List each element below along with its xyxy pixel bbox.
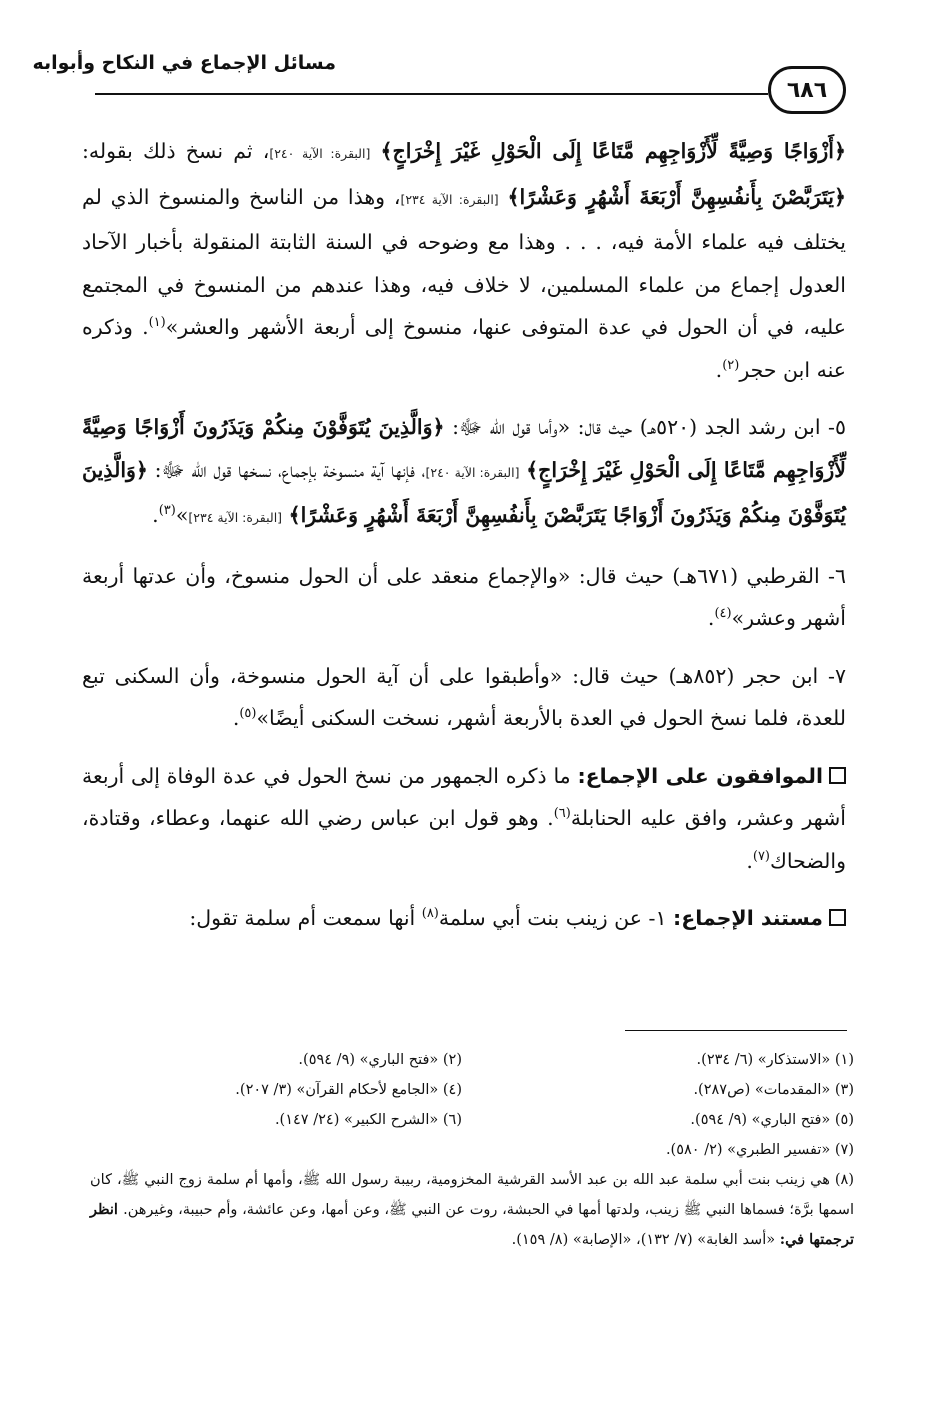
footnote-marker: (٨) [421, 906, 439, 922]
main-text [82, 130, 846, 940]
footnote-marker: (٣) [158, 503, 176, 519]
paragraph-abrogation-quote [82, 130, 846, 391]
footnote-6: (٦) «الشرح الكبير» (٢٤/ ١٤٧). [274, 1112, 462, 1128]
paragraph-qurtubi [82, 555, 846, 640]
paragraph-text: . [707, 606, 715, 630]
paragraph-text: . [232, 706, 240, 730]
paragraph-text: » [175, 503, 189, 527]
paragraph-text: . وهو قول ابن عباس رضي الله عنهما، وعطاء، وقتادة، والضحاك [82, 806, 846, 873]
section-label: مستند الإجماع: [673, 906, 823, 930]
paragraph-text: ، ثم نسخ ذلك بقوله: [82, 139, 270, 163]
footnote-text: (٨) هي زينب بنت أبي سلمة عبد الله بن عبد الأسد القرشية المخزومية، ربيبة رسول الله ﷺ، وأمها أم سلمة زوج النبي ﷺ، كان اسمها برَّة؛ فسماها النبي ﷺ زينب، ولدتها أمها في الحبشة، روت عن النبي ﷺ، وعن أمها، وعن عائشة، وأم حبيبة، وغيرهن. [90, 1172, 854, 1218]
paragraph-text: ٥- ابن رشد الجد (٥٢٠هـ) حيث قال: «وأما قول الله ﷻ: [452, 415, 846, 439]
section-label: الموافقون على الإجماع: [577, 763, 823, 788]
footnote-marker: (٦) [553, 806, 571, 822]
footnote-8 [90, 1165, 854, 1255]
paragraph-consensus-basis [82, 897, 846, 940]
footnote-1: (١) «الاستذكار» (٦/ ٢٣٤). [696, 1052, 854, 1068]
paragraph-text: . [715, 357, 723, 382]
footnote-grid [90, 1045, 854, 1165]
footnote-marker: (٢) [722, 357, 740, 373]
square-bullet-icon [829, 909, 846, 926]
footnote-text: «أسد الغابة» (٧/ ١٣٢)، «الإصابة» (٨/ ١٥٩). [511, 1232, 780, 1248]
paragraph-text: ما ذكره الجمهور من نسخ الحول في عدة الوفاة إلى أربعة أشهر وعشر، وافق عليه الحنابلة [82, 763, 846, 830]
verse-reference: [البقرة: الآية ٢٣٤] [188, 510, 283, 525]
quran-quote: ﴿وَالَّذِينَ يُتَوَفَّوْنَ مِنكُمْ وَيَذَرُونَ أَزْوَاجًا يَتَرَبَّصْنَ بِأَنفُسِهِنَّ أَرْبَعَةَ أَشْهُرٍ وَعَشْرًا﴾ [82, 457, 846, 527]
footnote-5: (٥) «فتح الباري» (٩/ ٥٩٤). [690, 1112, 854, 1128]
paragraph-ibn-hajar [82, 655, 846, 740]
footnote-marker: (٧) [752, 848, 770, 864]
paragraph-text: أنها سمعت أم سلمة تقول: [189, 906, 422, 930]
footnote-2: (٢) «فتح الباري» (٩/ ٥٩٤). [298, 1052, 462, 1068]
paragraph-text: ٦- القرطبي (٦٧١هـ) حيث قال: «والإجماع منعقد على أن الحول منسوخ، وأن عدتها أربعة أشهر وعشر» [82, 563, 846, 630]
footnote-rule [625, 1030, 847, 1031]
footnote-3: (٣) «المقدمات» (ص٢٨٧). [693, 1082, 854, 1098]
footnote-7: (٧) «تفسير الطبري» (٢/ ٥٨٠). [665, 1142, 854, 1158]
header-rule [95, 93, 768, 95]
verse-reference: [البقرة: الآية ٢٤٠] [269, 146, 371, 161]
footnote-4: (٤) «الجامع لأحكام القرآن» (٣/ ٢٠٧). [235, 1082, 462, 1098]
verse-reference: [البقرة: الآية ٢٤٠] [425, 464, 520, 480]
paragraph-text: ، فإنها آية منسوخة بإجماع، نسخها قول الله ﷻ: [154, 457, 426, 482]
footnote-marker: (٥) [239, 706, 257, 722]
quran-quote: ﴿يَتَرَبَّصْنَ بِأَنفُسِهِنَّ أَرْبَعَةَ أَشْهُرٍ وَعَشْرًا﴾ [507, 184, 846, 209]
footnote-label: انظر ترجمتها في: [90, 1201, 854, 1248]
paragraph-text: ١- عن زينب بنت أبي سلمة [438, 906, 674, 930]
footnote-marker: (٤) [714, 606, 732, 622]
square-bullet-icon [829, 767, 846, 784]
page-number-badge: ٦٨٦ [768, 66, 846, 114]
paragraph-ibn-rushd [82, 406, 846, 540]
verse-reference: [البقرة: الآية ٢٣٤] [400, 191, 499, 207]
paragraph-text: ٧- ابن حجر (٨٥٢هـ) حيث قال: «وأطبقوا على أن آية الحول منسوخة، وأن السكنى تبع للعدة، فلما نسخ الحول في العدة بالأربعة أشهر، نسخت السكنى أيضًا» [82, 663, 846, 730]
footnotes [90, 1045, 854, 1255]
running-header-title: مسائل الإجماع في النكاح وأبوابه [32, 52, 336, 74]
paragraph-text: . [152, 503, 159, 527]
paragraph-text: . [746, 848, 753, 873]
paragraph-text: ، وهذا من الناسخ والمنسوخ الذي لم يختلف فيه علماء الأمة فيه، . . . وهذا مع وضوحه في السنة الثابتة المنقولة بأخبار الآحاد العدول إجماع من علماء المسلمين، لا خلاف فيه، وهذا عندهم من المنسوخ في المجتمع عليه، في أن الحول في عدة المتوفى عنها، منسوخ إلى أربعة الأشهر والعشر» [82, 184, 847, 339]
footnote-marker: (١) [148, 315, 166, 331]
quran-quote: ﴿أَزْوَاجًا وَصِيَّةً لِّأَزْوَاجِهِم مَّتَاعًا إِلَى الْحَوْلِ غَيْرَ إِخْرَاجٍ﴾ [380, 139, 846, 163]
paragraph-agreeing-scholars [82, 755, 846, 883]
quran-quote: ﴿وَالَّذِينَ يُتَوَفَّوْنَ مِنكُمْ وَيَذَرُونَ أَزْوَاجًا وَصِيَّةً لِّأَزْوَاجِهِم مَّتَاعًا إِلَى الْحَوْلِ غَيْرَ إِخْرَاجٍ﴾ [82, 415, 846, 482]
paragraph-text: . وذكره عنه ابن حجر [82, 315, 846, 382]
